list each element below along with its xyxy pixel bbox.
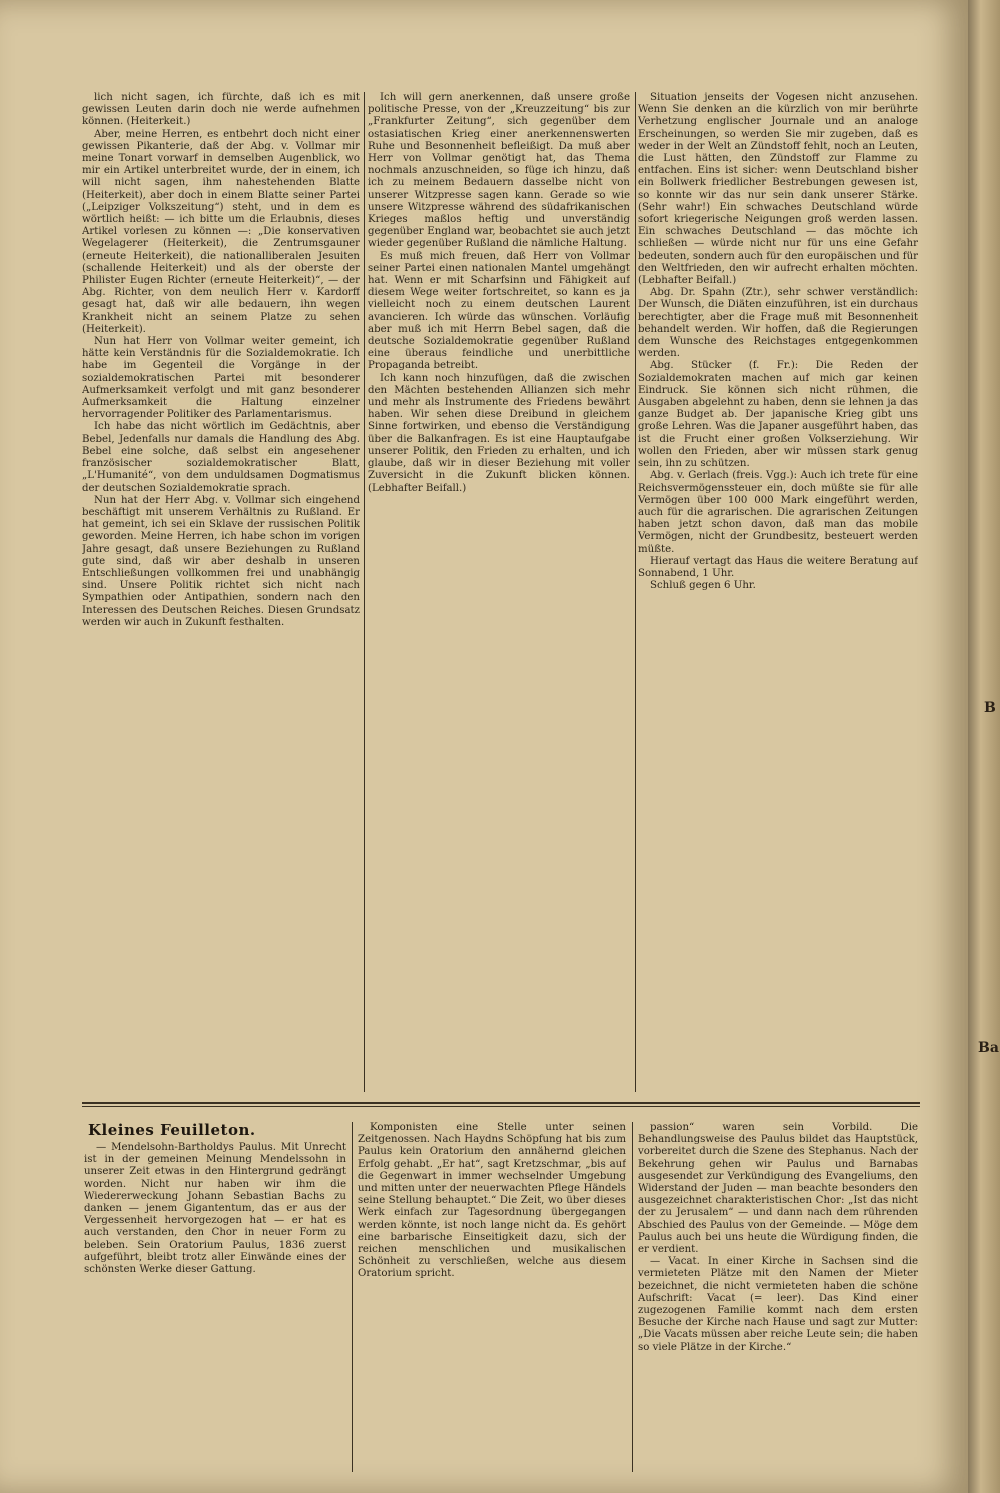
paragraph: Abg. v. Gerlach (freis. Vgg.): Auch ich trete für eine Reichsvermögenssteuer ein, doch müßte sie für alle Vermögen über 100 000 Mark eingeführt werden, auch für die agrarischen. Die agrarischen Zeitungen haben jetzt schon davon, daß man das mobile Vermögen, nicht der Grundbesitz, besteuert werden müßte. — [638, 470, 918, 555]
paragraph: Ich habe das nicht wörtlich im Gedächtnis, aber Bebel, Jedenfalls nur damals die Handlung des Abg. Bebel eine solche, daß selbst ein angesehener französischer sozialdemokratischer Blatt, „L'Humanité“, von dem unduldsamen Dogmatismus der deutschen Sozialdemokratie sprach. — [82, 421, 360, 494]
paragraph: Nun hat der Herr Abg. v. Vollmar sich eingehend beschäftigt mit unserem Verhältnis zu Rußland. Er hat gemeint, ich sei ein Sklave der russischen Politik geworden. Meine Herren, ich habe schon im vorigen Jahre gesagt, daß unsere Beziehungen zu Rußland gute sind, daß wir aber deshalb in unseren Entschließungen vollkommen frei und unabhängig sind. Unsere Politik richtet sich nicht nach Sympathien oder Antipathien, sondern nach den Interessen des Deutschen Reiches. Diesen Grundsatz werden wir auch in Zukunft festhalten. — [82, 494, 360, 628]
article-column-1 — [82, 92, 360, 1092]
feuilleton-column-3-paragraphs — [638, 1122, 918, 1354]
paragraph: Schluß gegen 6 Uhr. — [650, 580, 756, 592]
feuilleton-column-2-paragraphs — [358, 1122, 626, 1281]
adjacent-page-edge — [968, 0, 1000, 1493]
paragraph: Aber, meine Herren, es entbehrt doch nicht einer gewissen Pikanterie, daß der Abg. v. Vollmar mir meine Tonart vorwarf in demselben Augenblick, wo mir ein Artikel unterbreitet wurde, der in einem, ich will nicht sagen, ihm nahestehenden Blatte (Heiterkeit), aber doch in einem Blatte seiner Partei („Leipziger Volkszeitung“) steht, und in dem es wörtlich heißt: — ich bitte um die Erlaubnis, dieses Artikel vorlesen zu können —: „Die konservativen Wegelagerer (Heiterkeit), die Zentrumsgauner (erneute Heiterkeit), die nationalliberalen Jesuiten (schallende Heiterkeit) und als der oberste der Philister Eugen Richter (erneute Heiterkeit)“, — der Abg. Richter, von dem neulich Herr v. Kardorff gesagt hat, daß wir alle bedauern, ihn wegen Krankheit nicht an seinem Platze zu sehen (Heiterkeit). — [82, 128, 360, 335]
feuilleton-divider-2 — [632, 1122, 633, 1472]
feuilleton-divider-1 — [352, 1122, 353, 1472]
article-column-2-paragraphs — [368, 92, 630, 495]
feuilleton-column-2 — [358, 1122, 626, 1472]
paragraph: Es muß mich freuen, daß Herr von Vollmar seiner Partei einen nationalen Mantel umgehängt hat. Wenn er mit Scharfsinn und Fähigkeit auf diesem Wege weiter fortschreitet, so kann es ja vielleicht noch zu einem deutschen Laurent avancieren. Ich würde das wünschen. Vorläufig aber muß ich mit Herrn Bebel sagen, daß die deutsche Sozialdemokratie gegenüber Rußland eine überaus feindliche und unerbittliche Propaganda betreibt. — [368, 250, 630, 372]
paragraph: Abg. Stücker (f. Fr.): Die Reden der Sozialdemokraten machen auf mich gar keinen Eindruck. Sie können sich nicht rühmen, die Ausgaben abgelehnt zu haben, denn sie lehnen ja das ganze Budget ab. Der japanische Krieg gibt uns große Lehren. Was die Japaner ausgeführt haben, das ist die Frucht einer großen Volkserziehung. Wir wollen den Frieden, aber wir müssen stark genug sein, ihn zu schützen. — [638, 360, 918, 470]
edge-letter-1: B — [984, 700, 996, 716]
paragraph: passion“ waren sein Vorbild. Die Behandlungsweise des Paulus bildet das Hauptstück, vorbereitet durch die Szene des Stephanus. Nach der Bekehrung gehen wir Paulus und Barnabas ausgesendet zur Verkündigung des Evangeliums, den Widerstand der Juden — man beachte besonders den ausgezeichnet charakteristischen Chor: „Ist das nicht der zu Jerusalem“ — und dann nach dem rührenden Abschied des Paulus von der Gemeinde. — Möge dem Paulus auch bei uns heute die Würdigung finden, die er verdient. — [638, 1122, 918, 1256]
paragraph: lich nicht sagen, ich fürchte, daß ich es mit gewissen Leuten darin doch nie werde aufnehmen können. (Heiterkeit.) — [82, 92, 360, 128]
feuilleton-column-1 — [84, 1142, 346, 1472]
paragraph: Situation jenseits der Vogesen nicht anzusehen. Wenn Sie denken an die kürzlich von mir berührte Verhetzung englischer Journale und an analoge Erscheinungen, so werden Sie mir zugeben, daß es weder in der Welt an Zündstoff fehlt, noch an Leuten, die Lust hätten, den Zündstoff zur Flamme zu entfachen. Eins ist sicher: wenn Deutschland bisher ein Bollwerk friedlicher Bestrebungen gewesen ist, so konnte wir das nur sein dank unserer Stärke. (Sehr wahr!) Ein schwaches Deutschland würde sofort kriegerische Neigungen groß werden lassen. Ein schwaches Deutschland — das möchte ich schließen — würde nicht nur für uns eine Gefahr bedeuten, sondern auch für den europäischen und für den Weltfrieden, den wir aufrecht erhalten möchten. (Lebhafter Beifall.) — [638, 92, 918, 287]
paragraph: Ich will gern anerkennen, daß unsere große politische Presse, von der „Kreuzzeitung“ bis zur „Frankfurter Zeitung“, sich gegenüber dem ostasiatischen Krieg einer anerkennenswerten Ruhe und Besonnenheit befleißigt. Da muß aber Herr von Vollmar genötigt hat, das Thema nochmals anzuschneiden, so füge ich hinzu, daß ich zu meinem Bedauern dasselbe nicht von unserer Witzpresse sagen kann. Gerade so wie unsere Witzpresse während des südafrikanischen Krieges maßlos heftig und unverständig gegenüber England war, beobachtet sie auch jetzt wieder gegenüber Rußland die nämliche Haltung. — [368, 92, 630, 250]
article-column-3-paragraphs — [638, 92, 918, 592]
feuilleton-title: Kleines Feuilleton. — [88, 1121, 256, 1139]
feuilleton-column-3 — [638, 1122, 918, 1472]
article-column-3 — [638, 92, 918, 1092]
feuilleton-rule-top — [82, 1102, 920, 1104]
paragraph: Abg. Dr. Spahn (Ztr.), sehr schwer verständlich: Der Wunsch, die Diäten einzuführen, ist ein durchaus berechtigter, aber die Frage muß mit Besonnenheit behandelt werden. Wir hoffen, daß die Regierungen dem Wunsche des Reichstages entgegenkommen werden. — [638, 287, 918, 360]
column-divider-1 — [364, 92, 365, 1092]
paragraph: — Vacat. In einer Kirche in Sachsen sind die vermieteten Plätze mit den Namen der Mieter bezeichnet, die nicht vermieteten haben die schöne Aufschrift: Vacat (= leer). Das Kind einer zugezogenen Familie kommt nach dem ersten Besuche der Kirche nach Hause und sagt zur Mutter: „Die Vacats müssen aber reiche Leute sein; die haben so viele Plätze in der Kirche.“ — [638, 1256, 918, 1353]
paragraph: Komponisten eine Stelle unter seinen Zeitgenossen. Nach Haydns Schöpfung hat bis zum Paulus kein Oratorium den annähernd gleichen Erfolg gehabt. „Er hat“, sagt Kretzschmar, „bis auf die Gegenwart in immer wechselnder Umgebung und mitten unter der neuerwachten Pflege Händels seine Stellung behauptet.“ Die Zeit, wo über dieses Werk einfach zur Tagesordnung übergegangen werden könnte, ist noch lange nicht da. Es gehört eine barbarische Einseitigkeit dazu, sich der reichen menschlichen und musikalischen Schönheit zu verschließen, welche aus diesem Oratorium spricht. — [358, 1122, 626, 1280]
paragraph: — Mendelsohn-Bartholdys Paulus. Mit Unrecht ist in der gemeinen Meinung Mendelssohn in unserer Zeit etwas in den Hintergrund gedrängt worden. Nicht nur haben wir ihm die Wiedererweckung Johann Sebastian Bachs zu danken — jenem Gigantentum, das er aus der Vergessenheit hervorgezogen hat — er hat es auch verstanden, den Chor in neuer Form zu beleben. Sein Oratorium Paulus, 1836 zuerst aufgeführt, bleibt trotz aller Einwände eines der schönsten Werke dieser Gattung. — [84, 1142, 346, 1276]
column-divider-2 — [635, 92, 636, 1092]
article-column-1-paragraphs — [82, 92, 360, 629]
paragraph: Ich kann noch hinzufügen, daß die zwischen den Mächten bestehenden Allianzen sich mehr und mehr als Instrumente des Friedens bewährt haben. Wir sehen diese Dreibund in gleichem Sinne fortwirken, und ebenso die Verständigung über die Balkanfragen. Es ist eine Hauptaufgabe unserer Politik, den Frieden zu erhalten, und ich glaube, daß wir in dieser Beziehung mit voller Zuversicht in die Zukunft blicken können. (Lebhafter Beifall.) — [368, 372, 630, 494]
paragraph: Hierauf vertagt das Haus die weitere Beratung auf Sonnabend, 1 Uhr. — [638, 555, 918, 579]
feuilleton-column-1-paragraphs — [84, 1142, 346, 1276]
article-column-2 — [368, 92, 630, 1092]
feuilleton-rule-bottom — [82, 1106, 920, 1107]
edge-letter-2: Ba — [978, 1040, 999, 1056]
paragraph: Nun hat Herr von Vollmar weiter gemeint, ich hätte kein Verständnis für die Sozialdemokratie. Ich habe im Gegenteil die Vorgänge in der sozialdemokratischen Partei mit besonderer Aufmerksamkeit verfolgt und mit ganz besonderer Aufmerksamkeit die Haltung einzelner hervorragender Politiker des Parlamentarismus. — [82, 336, 360, 421]
